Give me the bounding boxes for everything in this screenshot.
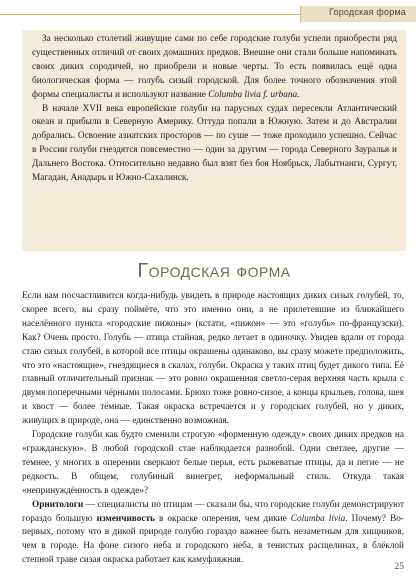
bold-term: Орнитологи [32,499,84,510]
text-run: Городские голуби как будто сменили строгую «форменную одежду» своих диких предков на «гражданскую». В любой городской стае наблюдается разнобой. Одни светлее, другие — темнее, у многих в оперении сверкают белые перья, есть рыжеватые птицы, да и пегие — не редкость. В общем, голубиный винегрет, неформальный стиль. Откуда такая «непринуждённость в одежде»? [22,430,404,496]
sidebar-box [22,30,406,251]
text-run: Если вам посчастливится когда-нибудь увидеть в природе настоящих диких сизых голубей, то, скорее всего, вы сразу поймёте, что это именно они, а не прилетевшие из ближайшего населённого пункта «городские пижоны» (кстати, «пижон» — это «голубь» по-французски). Как? Очень просто. Голубь — птица стайная, редко летает в одиночку. Увидев вдали от города стаю сизых голубей, в которой все птицы окрашены одинаково, вы сразу можете предположить, что это «настоящие», гнездящиеся в скалах, голуби. Окраска у таких птиц будет дикого типа. Её главный отличительный признак — это ровно окрашенная светло-серая верхняя часть крыла с двумя поперечными чёрными полосами. Брюхо тоже ровно-сизое, а концы крыльев, голова, шея и хвост — более тёмные. Такая окраска встречается и у городских голубей, но у диких, живущих в природе, она — единственно возможная. [22,291,404,427]
page-number: 25 [394,562,404,572]
header-rule [0,14,300,15]
italic-term: Columba livia f. urbana [208,89,298,100]
body-paragraph [22,290,404,429]
text-run: За несколько столетий живущие сами по себе городские голуби успели приобрести ряд существенных отличий от своих домашних предков. Внешне они стали больше напоминать своих диких сородичей, но приобрели и новые черты. То есть появилась ещё одна биологическая форма — голубь сизый городской. Для более точного обозначения этой формы специалисты и используют название [32,34,397,100]
box-paragraph [32,103,397,186]
main-text [22,290,404,568]
bold-term: изменчивость [96,513,155,524]
box-paragraph [32,33,397,103]
text-run: в окраске оперения, чем дикие [154,513,291,524]
body-paragraph [22,499,404,569]
running-head: Городская форма [329,7,406,17]
text-run: . [297,89,300,100]
body-paragraph [22,429,404,499]
section-heading: Городская форма [137,260,291,282]
text-run: . Почему? Во-первых, потому что в дикой природе голубю гораздо важнее быть незаметным для хищников, чем в городе. На фоне сизого неба и городского неба, в тенистых расщелинах, в блёклой степной траве сизая окраска работает как камуфляжная. [22,513,404,566]
text-run: В начале XVII века европейские голуби на парусных судах пересекли Атлантический океан и прибыли в Северную Америку. Оттуда попали в Южную. Затем и до Австралии добрались. Освоение азиатских просторов — по суше — тоже проходило успешно. Сейчас в России голуби гнездятся повсеместно — один за другим — города Северного Зауралья и Дальнего Востока. Относительно недавно был взят без боя Ноябрьск, Лабытнанги, Сургут, Магадан, Анадырь и Южно-Сахалинск. [32,103,397,184]
italic-term: Columba livia [290,513,346,524]
text-run: — специалисты по птицам — сказали бы, что городские голуби демонстрируют гораздо большую [22,499,404,524]
